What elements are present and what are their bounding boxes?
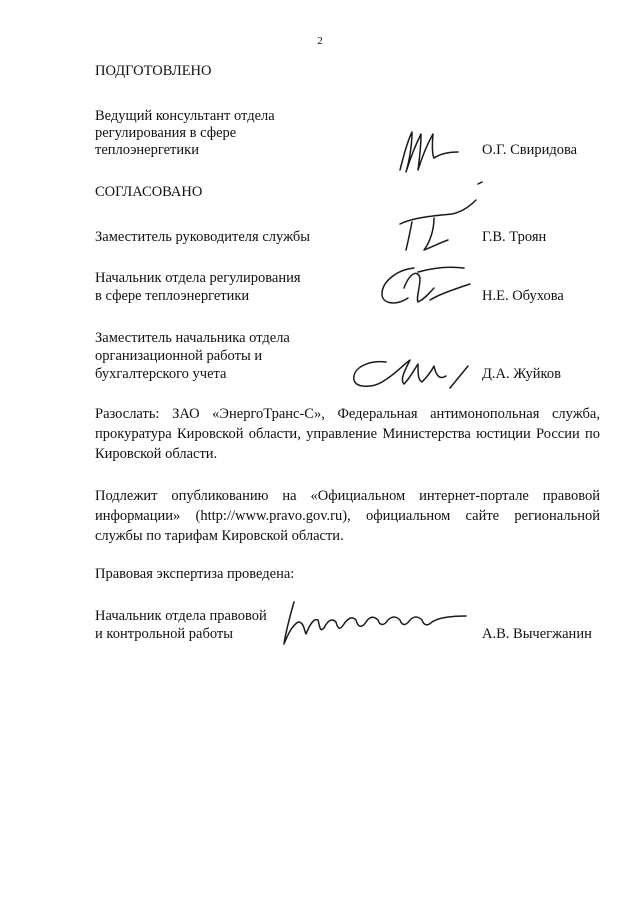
signer-2-name: Н.Е. Обухова [482,288,564,304]
prepared-heading: ПОДГОТОВЛЕНО [95,63,212,79]
signature-zhuikov [346,348,478,396]
signature-vychegzhanin [276,598,472,648]
prepared-position-line-2: регулирования в сфере [95,125,237,141]
legal-review-text: Правовая экспертиза проведена: [95,566,295,582]
signer-3-position-line-2: организационной работы и [95,348,263,364]
publication-paragraph: Подлежит опубликованию на «Официальном интернет-портале правовой информации» (http://www.pravo.gov.ru), официальном сайте региональной службы по тарифам Кировской области. [95,488,600,544]
page-number: 2 [317,35,323,47]
legal-review-name: А.В. Вычегжанин [482,626,592,642]
prepared-position-line-1: Ведущий консультант отдела [95,108,275,124]
signer-2-position-line-1: Начальник отдела регулирования [95,270,301,286]
legal-review-position-line-1: Начальник отдела правовой [95,608,267,624]
distribution-paragraph: Разослать: ЗАО «ЭнергоТранс-С», Федеральная антимонопольная служба, прокуратура Кировской области, управление Министерства юстиции России по Кировской области. [95,406,600,462]
agreed-heading: СОГЛАСОВАНО [95,184,203,200]
signature-obukhova [374,258,474,310]
signer-1-position: Заместитель руководителя службы [95,229,311,245]
signer-3-name: Д.А. Жуйков [482,366,561,382]
prepared-position-line-3: теплоэнергетики [95,142,199,158]
signer-1-name: Г.В. Троян [482,229,547,245]
prepared-name: О.Г. Свиридова [482,142,578,158]
signature-troyan [382,180,492,260]
signature-sviridova [392,124,464,176]
signer-2-position-line-2: в сфере теплоэнергетики [95,288,250,304]
signer-3-position-line-3: бухгалтерского учета [95,366,227,382]
legal-review-position-line-2: и контрольной работы [95,626,233,642]
signer-3-position-line-1: Заместитель начальника отдела [95,330,290,346]
